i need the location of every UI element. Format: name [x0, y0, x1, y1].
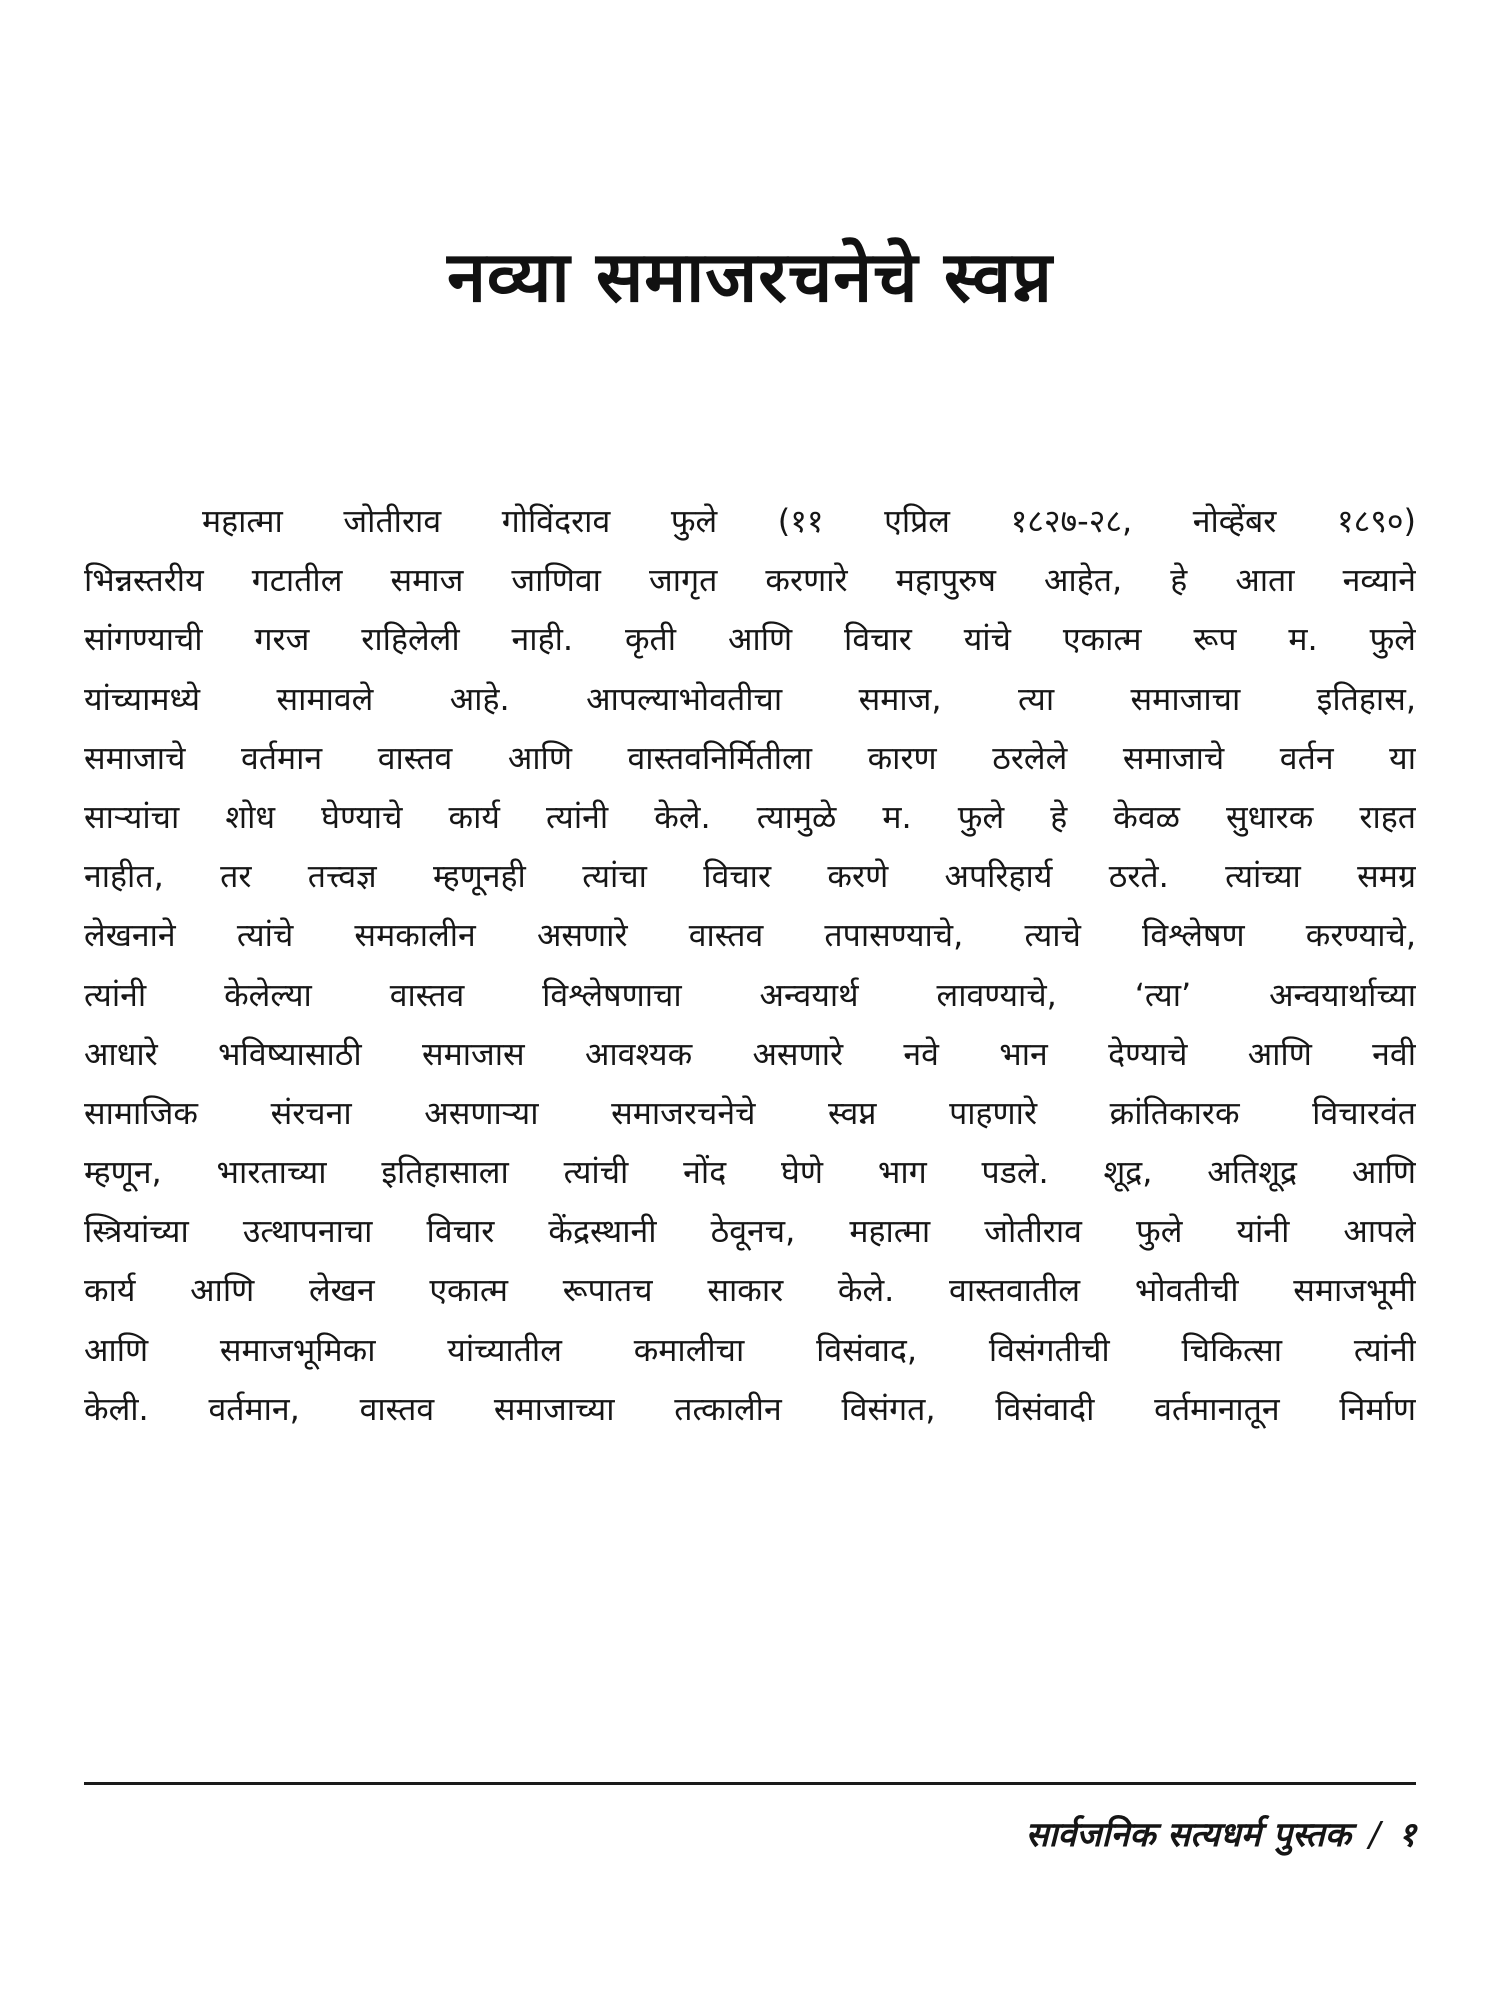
paragraph-line: साऱ्यांचा शोध घेण्याचे कार्य त्यांनी केले. त्यामुळे म. फुले हे केवळ सुधारक राहत	[84, 797, 1416, 836]
footer-book-title: सार्वजनिक सत्यधर्म पुस्तक	[1025, 1815, 1351, 1855]
running-footer	[1026, 1810, 1416, 1860]
paragraph-line: समाजाचे वर्तमान वास्तव आणि वास्तवनिर्मितीला कारण ठरलेले समाजाचे वर्तन या	[84, 738, 1416, 777]
paragraph-line: त्यांनी केलेल्या वास्तव विश्लेषणाचा अन्वयार्थ लावण्याचे, ‘त्या’ अन्वयार्थाच्या	[84, 975, 1416, 1014]
paragraph-line: स्त्रियांच्या उत्थापनाचा विचार केंद्रस्थानी ठेवूनच, महात्मा जोतीराव फुले यांनी आपले	[84, 1212, 1416, 1251]
footer-divider	[84, 1782, 1416, 1785]
paragraph-line: कार्य आणि लेखन एकात्म रूपातच साकार केले. वास्तवातील भोवतीची समाजभूमी	[84, 1271, 1416, 1310]
paragraph-line: यांच्यामध्ये सामावले आहे. आपल्याभोवतीचा समाज, त्या समाजाचा इतिहास,	[84, 679, 1416, 718]
page-number: १	[1398, 1815, 1416, 1855]
paragraph-line: लेखनाने त्यांचे समकालीन असणारे वास्तव तपासण्याचे, त्याचे विश्लेषण करण्याचे,	[84, 916, 1416, 955]
paragraph-line: नाहीत, तर तत्त्वज्ञ म्हणूनही त्यांचा विचार करणे अपरिहार्य ठरते. त्यांच्या समग्र	[84, 857, 1416, 896]
paragraph-line: आणि समाजभूमिका यांच्यातील कमालीचा विसंवाद, विसंगतीची चिकित्सा त्यांनी	[84, 1330, 1416, 1369]
paragraph-line: म्हणून, भारताच्या इतिहासाला त्यांची नोंद घेणे भाग पडले. शूद्र, अतिशूद्र आणि	[84, 1153, 1416, 1192]
paragraph-line: सामाजिक संरचना असणाऱ्या समाजरचनेचे स्वप्न पाहणारे क्रांतिकारक विचारवंत	[84, 1093, 1416, 1132]
footer-separator: /	[1368, 1815, 1381, 1855]
paragraph-line: आधारे भविष्यासाठी समाजास आवश्यक असणारे नवे भान देण्याचे आणि नवी	[84, 1034, 1416, 1073]
paragraph-line: सांगण्याची गरज राहिलेली नाही. कृती आणि विचार यांचे एकात्म रूप म. फुले	[84, 620, 1416, 659]
paragraph-line: भिन्नस्तरीय गटातील समाज जाणिवा जागृत करणारे महापुरुष आहेत, हे आता नव्याने	[84, 561, 1416, 600]
body-paragraph	[84, 492, 1416, 1439]
paragraph-line: केली. वर्तमान, वास्तव समाजाच्या तत्कालीन विसंगत, विसंवादी वर्तमानातून निर्माण	[84, 1389, 1416, 1428]
paragraph-line: महात्मा जोतीराव गोविंदराव फुले (११ एप्रिल १८२७-२८, नोव्हेंबर १८९०)	[202, 502, 1416, 540]
chapter-title: नव्या समाजरचनेचे स्वप्न	[447, 236, 1053, 318]
